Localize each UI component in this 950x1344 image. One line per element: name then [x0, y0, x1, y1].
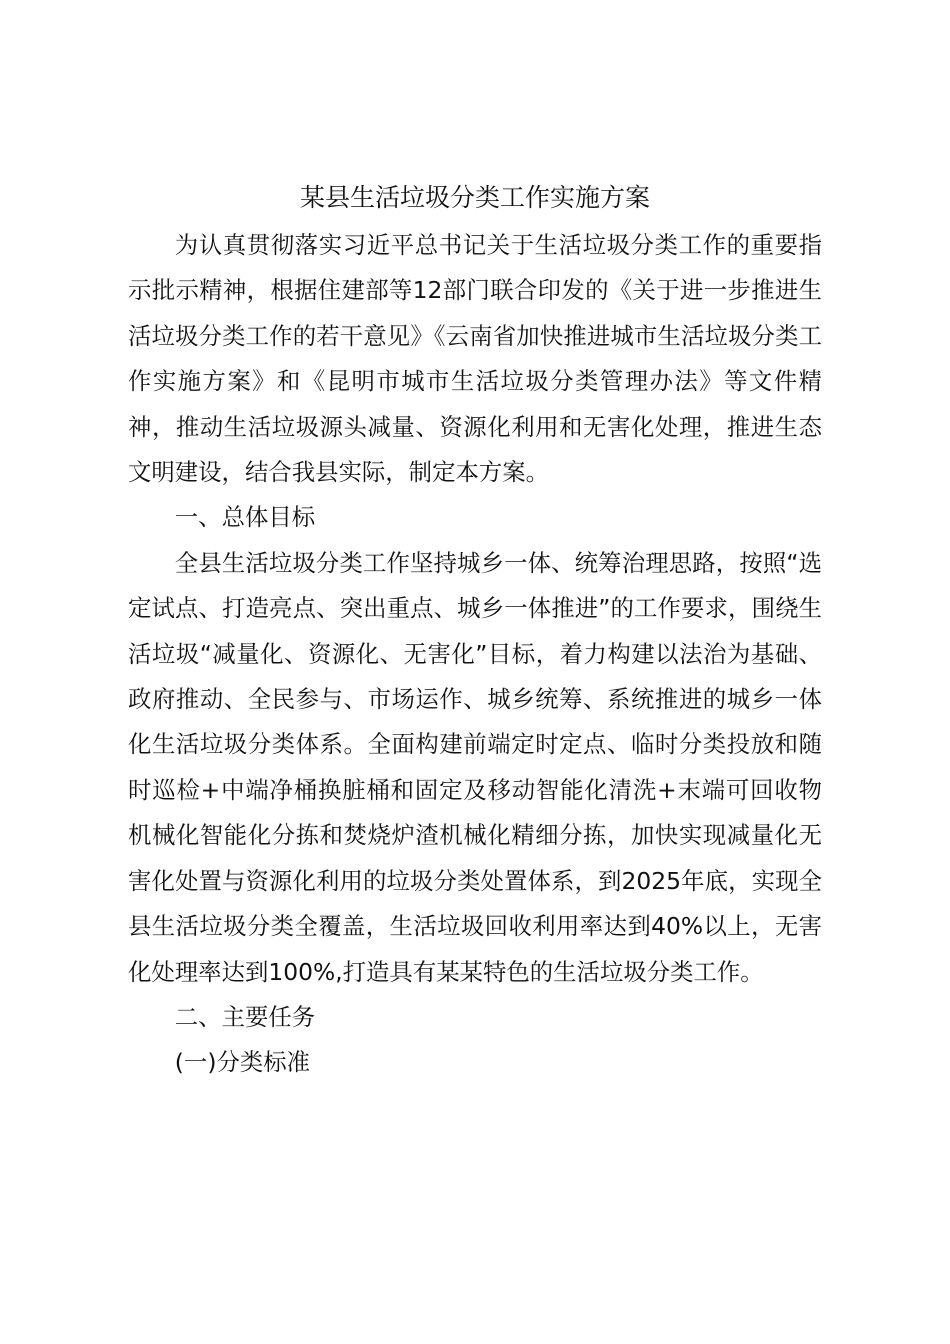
overall-goal-paragraph: 全县生活垃圾分类工作坚持城乡一体、统筹治理思路，按照“选定试点、打造亮点、突出重点、城乡一体推进”的工作要求，围绕生活垃圾“减量化、资源化、无害化”目标，着力构建以法治为基础、政府推动、全民参与、市场运作、城乡统筹、系统推进的城乡一体化生活垃圾分类体系。全面构建前端定时定点、临时分类投放和随时巡检+中端净桶换脏桶和固定及移动智能化清洗+末端可回收物机械化智能化分拣和焚烧炉渣机械化精细分拣，加快实现减量化无害化处置与资源化利用的垃圾分类处置体系，到2025年底，实现全县生活垃圾分类全覆盖，生活垃圾回收利用率达到40%以上，无害化处理率达到100%,打造具有某某特色的生活垃圾分类工作。 — [128, 548, 822, 986]
document-title: 某县生活垃圾分类工作实施方案 — [299, 183, 650, 212]
section-heading-overall-goal: 一、总体目标 — [174, 503, 316, 532]
document-body — [128, 223, 822, 1086]
intro-paragraph: 为认真贯彻落实习近平总书记关于生活垃圾分类工作的重要指示批示精神，根据住建部等12部门联合印发的《关于进一步推进生活垃圾分类工作的若干意见》《云南省加快推进城市生活垃圾分类工作实施方案》和《昆明市城市生活垃圾分类管理办法》等文件精神，推动生活垃圾源头减量、资源化利用和无害化处理，推进生态文明建设，结合我县实际，制定本方案。 — [128, 231, 822, 487]
subsection-heading-classification-standard: (一)分类标准 — [174, 1048, 311, 1077]
section-heading-main-tasks: 二、主要任务 — [174, 1002, 316, 1031]
